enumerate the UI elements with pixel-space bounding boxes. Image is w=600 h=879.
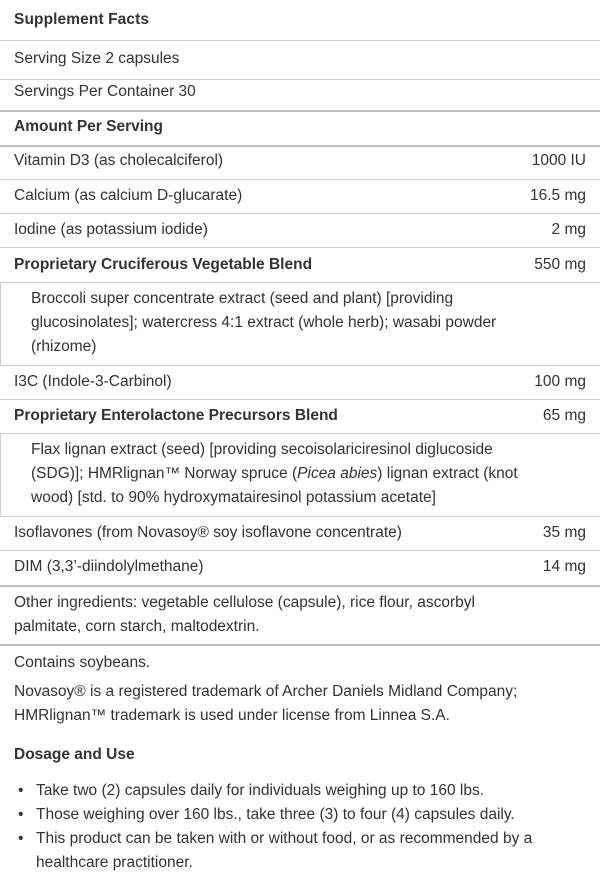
nutrient-amount: 16.5 mg <box>529 187 586 204</box>
list-item <box>14 779 586 803</box>
nutrient-name: Proprietary Enterolactone Precursors Blend <box>14 407 338 424</box>
bullet-icon: • <box>18 782 24 799</box>
list-item <box>14 803 586 827</box>
nutrient-row-isoflavones <box>14 524 586 542</box>
serving-size: Serving Size 2 capsules <box>14 50 180 67</box>
nutrient-name: Calcium (as calcium D-glucarate) <box>14 187 243 204</box>
nutrient-amount: 14 mg <box>542 558 586 575</box>
divider <box>0 516 600 517</box>
detail-line: wood) [std. to 90% hydroxymatairesinol potassium acetate] <box>31 489 436 506</box>
other-ingredients-line: palmitate, corn starch, maltodextrin. <box>14 618 260 635</box>
detail-text: ) lignan extract (knot <box>377 465 518 482</box>
divider <box>0 79 600 80</box>
cruciferous-blend-detail <box>0 283 600 365</box>
list-item <box>14 827 586 875</box>
other-ingredients <box>14 591 586 639</box>
nutrient-row-dim <box>14 558 586 576</box>
divider <box>0 365 600 366</box>
nutrient-name: Vitamin D3 (as cholecalciferol) <box>14 152 224 169</box>
divider-thick <box>0 110 600 112</box>
nutrient-amount: 100 mg <box>534 373 586 390</box>
list-item-text: healthcare practitioner. <box>36 854 193 871</box>
divider <box>0 399 600 400</box>
detail-line: glucosinolates]; watercress 4:1 extract (whole herb); wasabi powder <box>31 314 497 331</box>
other-ingredients-line: Other ingredients: vegetable cellulose (capsule), rice flour, ascorbyl <box>14 594 475 611</box>
nutrient-amount: 1000 IU <box>531 152 586 169</box>
nutrient-name: I3C (Indole-3-Carbinol) <box>14 373 172 390</box>
servings-per-container: Servings Per Container 30 <box>14 83 196 100</box>
nutrient-amount: 2 mg <box>551 221 586 238</box>
nutrient-row-iodine <box>14 221 586 239</box>
amount-per-serving-header: Amount Per Serving <box>14 118 163 135</box>
blend-detail-text <box>31 287 580 359</box>
divider <box>0 179 600 180</box>
nutrient-amount: 35 mg <box>542 524 586 541</box>
bullet-icon: • <box>18 830 24 847</box>
nutrient-row-cruciferous-blend <box>14 256 586 274</box>
detail-line: Flax lignan extract (seed) [providing secoisolariciresinol diglucoside <box>31 441 493 458</box>
trademark-line: HMRlignan™ trademark is used under license from Linnea S.A. <box>14 707 450 724</box>
dosage-heading: Dosage and Use <box>14 746 135 763</box>
nutrient-amount: 65 mg <box>542 407 586 424</box>
nutrient-name: DIM (3,3’-diindolylmethane) <box>14 558 204 575</box>
species-name: Picea abies <box>297 465 378 482</box>
divider <box>0 247 600 248</box>
divider <box>0 40 600 41</box>
panel-title: Supplement Facts <box>14 11 150 28</box>
list-item-text: This product can be taken with or without food, or as recommended by a <box>36 830 533 847</box>
nutrient-row-enterolactone-blend <box>14 407 586 425</box>
nutrient-row-calcium <box>14 187 586 205</box>
detail-line <box>31 462 580 486</box>
dosage-list <box>14 779 586 875</box>
divider <box>0 550 600 551</box>
list-item-text: Take two (2) capsules daily for individuals weighing up to 160 lbs. <box>36 782 485 799</box>
nutrient-row-vitamin-d3 <box>14 152 586 170</box>
divider-thick <box>0 644 600 646</box>
divider-thick <box>0 145 600 147</box>
nutrient-name: Proprietary Cruciferous Vegetable Blend <box>14 256 313 273</box>
list-item-text: Those weighing over 160 lbs., take three (3) to four (4) capsules daily. <box>36 806 515 823</box>
nutrient-row-i3c <box>14 373 586 391</box>
detail-text: (SDG)]; HMRlignan™ Norway spruce ( <box>31 465 298 482</box>
nutrient-name: Isoflavones (from Novasoy® soy isoflavone concentrate) <box>14 524 402 541</box>
detail-line: Broccoli super concentrate extract (seed and plant) [providing <box>31 290 454 307</box>
nutrient-name: Iodine (as potassium iodide) <box>14 221 208 238</box>
divider <box>0 213 600 214</box>
enterolactone-blend-detail <box>0 434 600 516</box>
bullet-icon: • <box>18 806 24 823</box>
blend-detail-text <box>31 438 580 510</box>
detail-line: (rhizome) <box>31 338 97 355</box>
allergen-note: Contains soybeans. <box>14 654 151 671</box>
trademark-line: Novasoy® is a registered trademark of Archer Daniels Midland Company; <box>14 683 518 700</box>
trademark-note <box>14 680 586 728</box>
nutrient-amount: 550 mg <box>534 256 586 273</box>
divider-thick <box>0 585 600 587</box>
